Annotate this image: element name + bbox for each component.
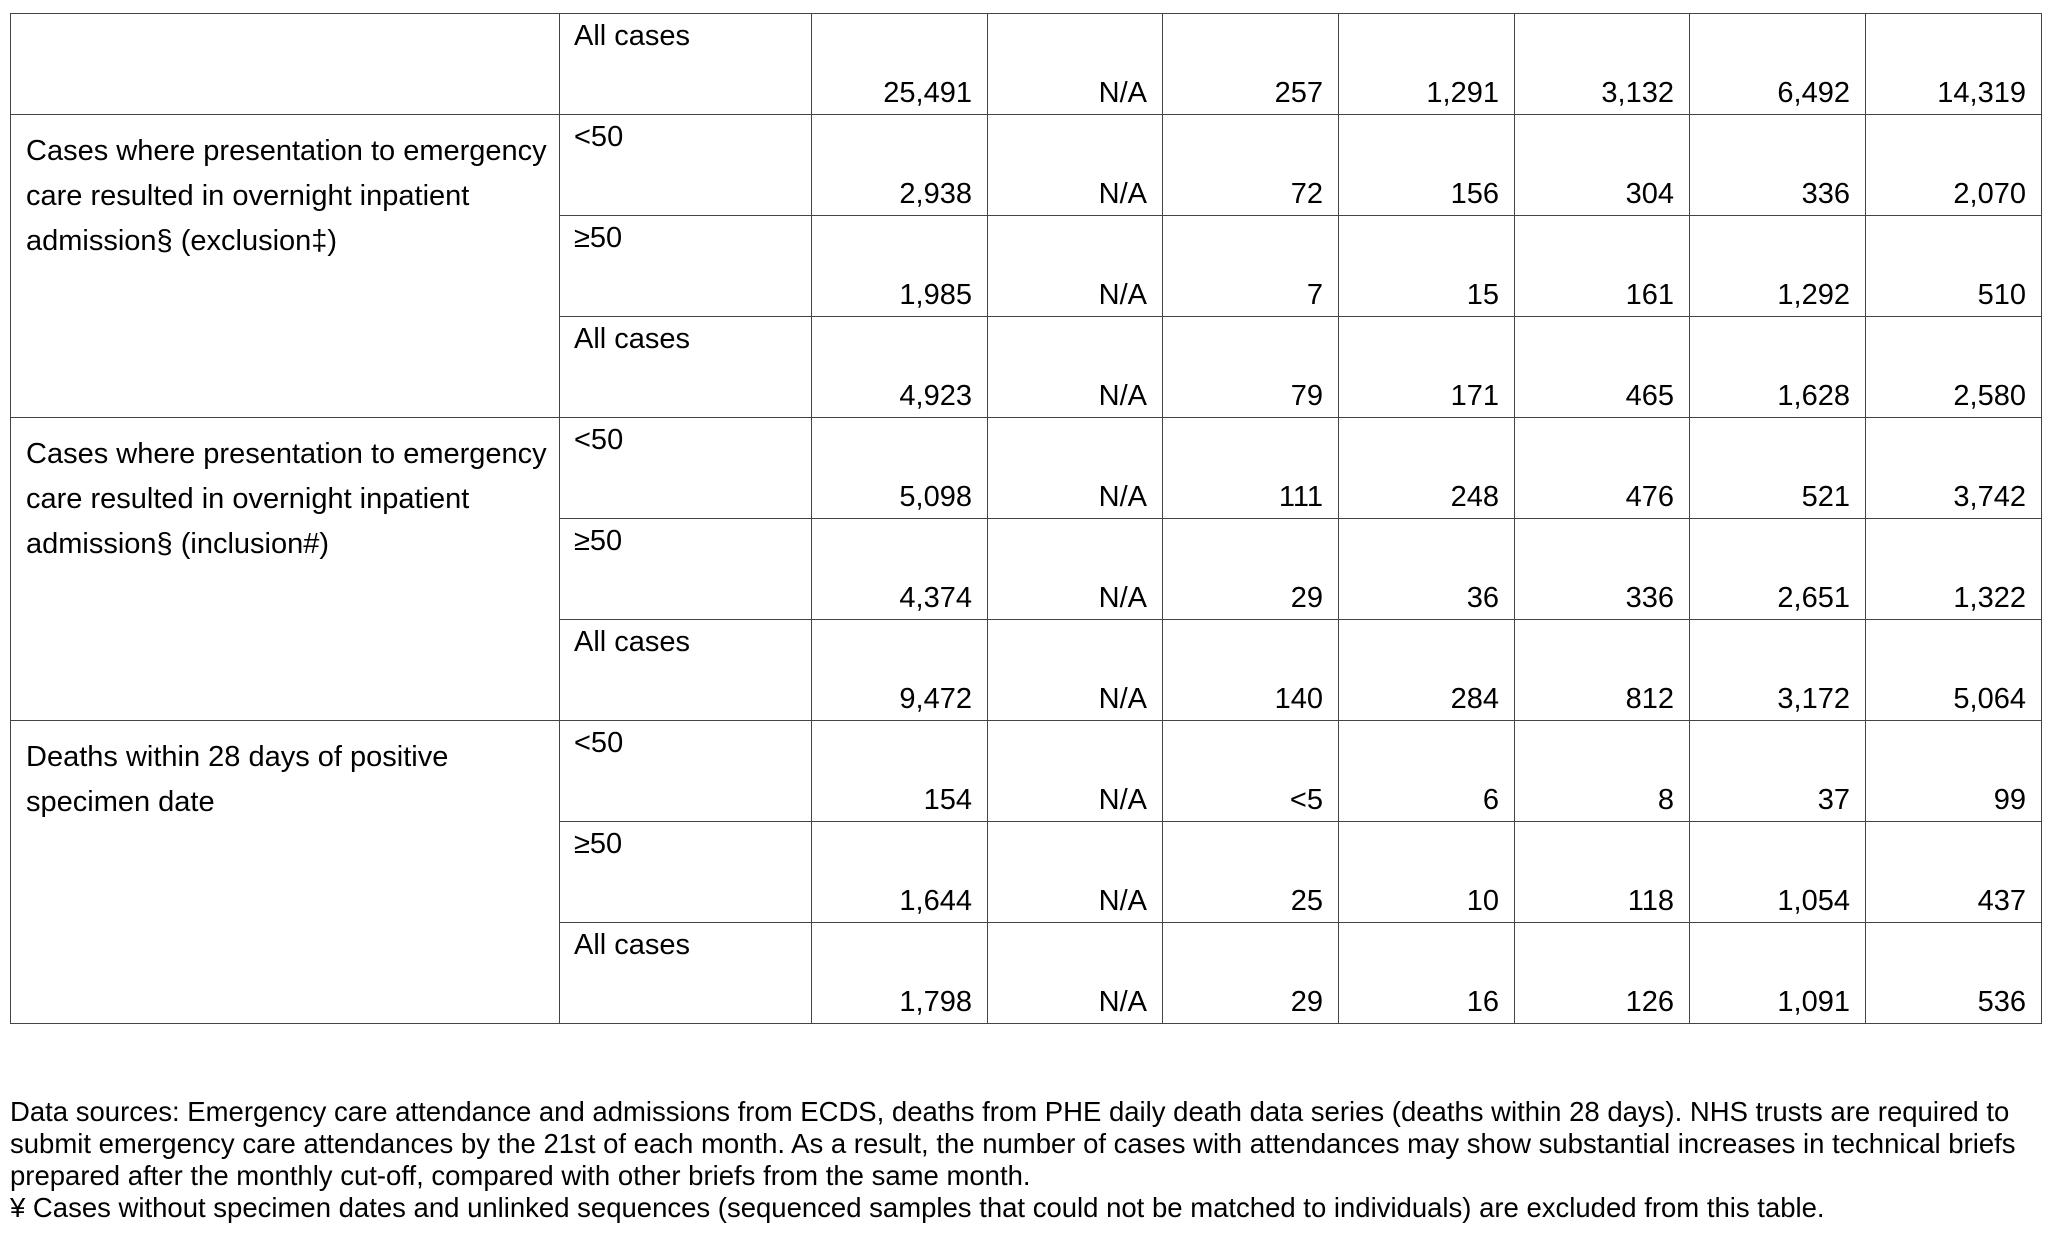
table-row xyxy=(11,14,2042,115)
table-cell: 36 xyxy=(1339,519,1515,620)
table-cell: 25 xyxy=(1163,822,1339,923)
row-sub-label: <50 xyxy=(560,418,812,519)
table-cell: N/A xyxy=(988,822,1163,923)
table-cell: 336 xyxy=(1515,519,1690,620)
table-cell: 1,985 xyxy=(812,216,988,317)
table-cell: N/A xyxy=(988,216,1163,317)
table-cell: N/A xyxy=(988,14,1163,115)
data-sources-note: Data sources: Emergency care attendance and admissions from ECDS, deaths from PHE daily death data series (deaths within 28 days). NHS trusts are required to submit emergency care attendances by the 21st of each month. As a result, the number of cases with attendances may show substantial increases in technical briefs prepared after the monthly cut-off, compared with other briefs from the same month. xyxy=(10,1096,2016,1191)
table-cell: N/A xyxy=(988,620,1163,721)
table-cell: 126 xyxy=(1515,923,1690,1024)
table-cell: 29 xyxy=(1163,923,1339,1024)
table-cell: 1,291 xyxy=(1339,14,1515,115)
table-cell: 1,322 xyxy=(1866,519,2042,620)
row-sub-label: All cases xyxy=(560,923,812,1024)
row-sub-label: ≥50 xyxy=(560,519,812,620)
table-cell: 154 xyxy=(812,721,988,822)
table-cell: 284 xyxy=(1339,620,1515,721)
table-row xyxy=(11,418,2042,519)
row-sub-label: ≥50 xyxy=(560,216,812,317)
table-cell: 14,319 xyxy=(1866,14,2042,115)
table-cell: 3,132 xyxy=(1515,14,1690,115)
table-cell: 111 xyxy=(1163,418,1339,519)
table-cell: N/A xyxy=(988,115,1163,216)
table-cell: 16 xyxy=(1339,923,1515,1024)
table-cell: 10 xyxy=(1339,822,1515,923)
table-cell: N/A xyxy=(988,721,1163,822)
table-cell: 7 xyxy=(1163,216,1339,317)
table-row xyxy=(11,115,2042,216)
table-cell: 161 xyxy=(1515,216,1690,317)
table-cell: 248 xyxy=(1339,418,1515,519)
row-sub-label: All cases xyxy=(560,620,812,721)
table-cell: 2,938 xyxy=(812,115,988,216)
table-cell: 476 xyxy=(1515,418,1690,519)
table-cell: 79 xyxy=(1163,317,1339,418)
table-cell: 336 xyxy=(1690,115,1866,216)
table-cell: 1,628 xyxy=(1690,317,1866,418)
table-cell: 5,064 xyxy=(1866,620,2042,721)
table-cell: 1,644 xyxy=(812,822,988,923)
table-cell: 2,580 xyxy=(1866,317,2042,418)
table-cell: 536 xyxy=(1866,923,2042,1024)
row-group-label xyxy=(11,14,560,115)
table-cell: 2,070 xyxy=(1866,115,2042,216)
table-cell: <5 xyxy=(1163,721,1339,822)
table-cell: 3,172 xyxy=(1690,620,1866,721)
table-cell: 465 xyxy=(1515,317,1690,418)
row-sub-label: <50 xyxy=(560,721,812,822)
table-cell: 6 xyxy=(1339,721,1515,822)
table-cell: 1,798 xyxy=(812,923,988,1024)
footnote: ¥ Cases without specimen dates and unlinked sequences (sequenced samples that could not be matched to individuals) are excluded from this table. xyxy=(10,1192,1825,1223)
table-cell: 1,054 xyxy=(1690,822,1866,923)
table-cell: N/A xyxy=(988,317,1163,418)
table-cell: 304 xyxy=(1515,115,1690,216)
table-cell: 140 xyxy=(1163,620,1339,721)
row-group-label: Deaths within 28 days of positive specimen date xyxy=(11,721,560,1024)
table-cell: N/A xyxy=(988,519,1163,620)
table-cell: 812 xyxy=(1515,620,1690,721)
table-notes xyxy=(10,1096,2045,1224)
table-cell: 3,742 xyxy=(1866,418,2042,519)
table-cell: 156 xyxy=(1339,115,1515,216)
table-cell: 9,472 xyxy=(812,620,988,721)
row-sub-label: ≥50 xyxy=(560,822,812,923)
table-cell: 437 xyxy=(1866,822,2042,923)
table-cell: 8 xyxy=(1515,721,1690,822)
table-cell: 99 xyxy=(1866,721,2042,822)
table-cell: 25,491 xyxy=(812,14,988,115)
table-cell: 6,492 xyxy=(1690,14,1866,115)
row-sub-label: All cases xyxy=(560,317,812,418)
table-cell: 29 xyxy=(1163,519,1339,620)
table-cell: 1,292 xyxy=(1690,216,1866,317)
table-cell: 521 xyxy=(1690,418,1866,519)
table-cell: 72 xyxy=(1163,115,1339,216)
row-group-label: Cases where presentation to emergency care resulted in overnight inpatient admission§ (exclusion‡) xyxy=(11,115,560,418)
table-cell: 118 xyxy=(1515,822,1690,923)
table-cell: 4,923 xyxy=(812,317,988,418)
table-cell: 2,651 xyxy=(1690,519,1866,620)
table-cell: 1,091 xyxy=(1690,923,1866,1024)
row-sub-label: <50 xyxy=(560,115,812,216)
table-cell: 171 xyxy=(1339,317,1515,418)
table-cell: 5,098 xyxy=(812,418,988,519)
table-cell: 510 xyxy=(1866,216,2042,317)
table-cell: N/A xyxy=(988,923,1163,1024)
table-cell: 4,374 xyxy=(812,519,988,620)
table-cell: N/A xyxy=(988,418,1163,519)
row-sub-label: All cases xyxy=(560,14,812,115)
row-group-label: Cases where presentation to emergency care resulted in overnight inpatient admission§ (inclusion#) xyxy=(11,418,560,721)
table-cell: 257 xyxy=(1163,14,1339,115)
data-table xyxy=(10,13,2042,1024)
table-cell: 15 xyxy=(1339,216,1515,317)
table-row xyxy=(11,721,2042,822)
table-cell: 37 xyxy=(1690,721,1866,822)
